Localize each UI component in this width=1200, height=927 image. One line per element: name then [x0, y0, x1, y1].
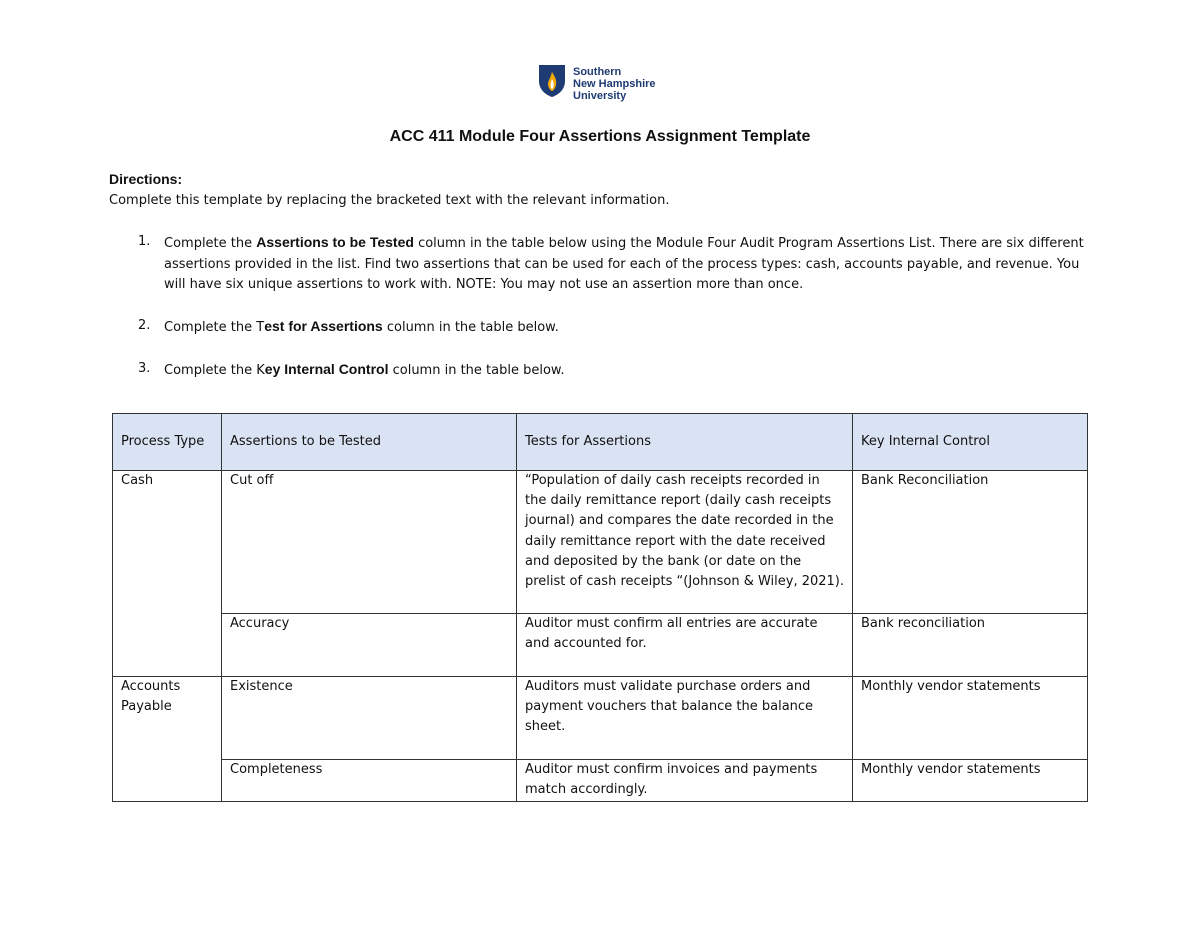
logo-wordmark — [573, 64, 656, 102]
control-cell: Bank reconciliation — [853, 614, 1088, 677]
process-type-cell: Accounts Payable — [113, 677, 222, 802]
step-number: 3. — [138, 361, 151, 376]
step-number: 1. — [138, 234, 151, 249]
step-text-post: column in the table below using the Module Four Audit Program Assertions List. There are six different assertions provided in the list. Find two assertions that can be used for each of the process types: cash, accounts payable, and revenue. You will have six unique assertions to work with. NOTE: You may not use an assertion more than once. — [164, 236, 1084, 292]
step-text — [164, 359, 1088, 382]
step-text — [164, 232, 1088, 296]
shield-flame-icon — [538, 64, 566, 98]
test-cell: Auditor must confirm all entries are accurate and accounted for. — [517, 614, 853, 677]
header-process-type: Process Type — [113, 414, 222, 471]
table-header-row — [113, 414, 1088, 471]
table-row — [113, 471, 1088, 614]
header-assertions: Assertions to be Tested — [222, 414, 517, 471]
table-row — [113, 760, 1088, 802]
directions-label: Directions: — [109, 171, 183, 187]
logo-line-2: New Hampshire — [573, 78, 656, 90]
step-text-bold: est for Assertions — [264, 318, 383, 334]
instruction-step — [138, 316, 1088, 339]
table-row — [113, 677, 1088, 760]
test-cell: Auditor must confirm invoices and payments match accordingly. — [517, 760, 853, 802]
step-text-pre: Complete the T — [164, 320, 265, 335]
test-cell: Auditors must validate purchase orders and payment vouchers that balance the balance sheet. — [517, 677, 853, 760]
step-text-bold: ey Internal Control — [264, 361, 389, 377]
table-row — [113, 614, 1088, 677]
step-text-bold: Assertions to be Tested — [256, 234, 414, 250]
page-title: ACC 411 Module Four Assertions Assignment Template — [389, 128, 811, 145]
directions-text: Complete this template by replacing the bracketed text with the relevant information. — [109, 193, 670, 208]
control-cell: Monthly vendor statements — [853, 677, 1088, 760]
logo-line-1: Southern — [573, 66, 622, 78]
instruction-step — [138, 232, 1088, 296]
step-text-pre: Complete the — [164, 236, 257, 251]
control-cell: Bank Reconciliation — [853, 471, 1088, 614]
step-text — [164, 316, 1088, 339]
assertion-cell: Cut off — [222, 471, 517, 614]
test-cell: “Population of daily cash receipts recorded in the daily remittance report (daily cash receipts journal) and compares the date recorded in the daily remittance report with the date received and deposited by the bank (or date on the prelist of cash receipts “(Johnson & Wiley, 2021). — [517, 471, 853, 614]
university-logo — [538, 64, 656, 102]
step-text-post: column in the table below. — [388, 363, 565, 378]
logo-line-3: University — [573, 90, 627, 102]
assertion-cell: Completeness — [222, 760, 517, 802]
assertion-cell: Existence — [222, 677, 517, 760]
assertion-cell: Accuracy — [222, 614, 517, 677]
header-key-control: Key Internal Control — [853, 414, 1088, 471]
step-text-pre: Complete the K — [164, 363, 265, 378]
assertions-table — [112, 413, 1088, 802]
control-cell: Monthly vendor statements — [853, 760, 1088, 802]
header-tests: Tests for Assertions — [517, 414, 853, 471]
process-type-cell: Cash — [113, 471, 222, 677]
step-number: 2. — [138, 318, 151, 333]
instruction-step — [138, 359, 1088, 382]
instructions-list — [138, 232, 1088, 402]
step-text-post: column in the table below. — [382, 320, 559, 335]
